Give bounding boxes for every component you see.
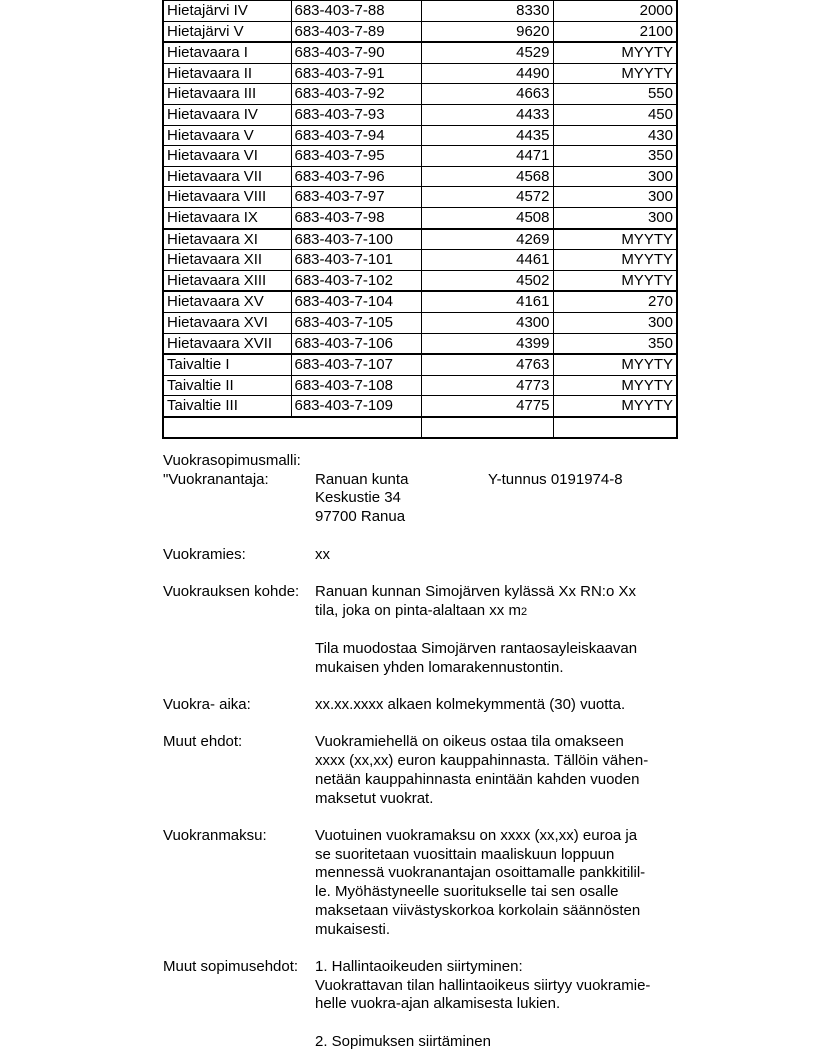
section-value-line: Vuokramiehellä on oikeus ostaa tila omakseen: [315, 733, 624, 751]
cell-area: 4508: [421, 207, 553, 228]
cell-property-id: 683-403-7-90: [291, 42, 421, 63]
cell-plot-name: Hietajärvi V: [163, 21, 291, 42]
cell-property-id: 683-403-7-107: [291, 354, 421, 375]
cell-price: 270: [553, 291, 677, 312]
table-row: [163, 312, 677, 333]
cell-area: 4435: [421, 125, 553, 146]
section-value-line: mukaisesti.: [315, 920, 391, 938]
section-value-line: [315, 621, 679, 640]
section-value-line: mukaisen yhden lomarakennustontin.: [315, 658, 564, 676]
lease-section: [163, 583, 679, 678]
section-value: [315, 583, 679, 678]
cell-price: MYYTY: [553, 229, 677, 250]
cell-price: MYYTY: [553, 354, 677, 375]
cell-area: 4572: [421, 187, 553, 208]
section-label: Vuokranmaksu:: [163, 826, 267, 844]
section-value-line: maksetut vuokrat.: [315, 789, 434, 807]
cell-price: 350: [553, 146, 677, 167]
empty-cell: [421, 417, 553, 438]
cell-property-id: 683-403-7-109: [291, 396, 421, 417]
table-row: [163, 250, 677, 271]
cell-property-id: 683-403-7-91: [291, 63, 421, 84]
section-value-line: [315, 602, 679, 622]
cell-area: 4502: [421, 270, 553, 291]
business-id-text: Y-tunnus 0191974-8: [488, 470, 623, 488]
cell-property-id: 683-403-7-92: [291, 84, 421, 105]
section-value-line: helle vuokra-ajan alkamisesta lukien.: [315, 995, 561, 1013]
table-row: [163, 229, 677, 250]
lease-section: [163, 827, 679, 939]
cell-price: 300: [553, 207, 677, 228]
section-value: [315, 733, 679, 808]
section-label: Muut ehdot:: [163, 733, 243, 751]
cell-property-id: 683-403-7-102: [291, 270, 421, 291]
table-row: [163, 375, 677, 396]
cell-area: 4763: [421, 354, 553, 375]
lease-section: [163, 696, 679, 715]
cell-price: MYYTY: [553, 250, 677, 271]
section-value-line: [315, 1014, 679, 1033]
cell-area: 4775: [421, 396, 553, 417]
cell-price: MYYTY: [553, 396, 677, 417]
cell-price: 430: [553, 125, 677, 146]
cell-area: 4529: [421, 42, 553, 63]
cell-property-id: 683-403-7-108: [291, 375, 421, 396]
section-value: [315, 958, 679, 1052]
cell-area: 9620: [421, 21, 553, 42]
cell-area: 4161: [421, 291, 553, 312]
cell-price: 300: [553, 166, 677, 187]
cell-area: 4399: [421, 333, 553, 354]
cell-plot-name: Hietavaara IV: [163, 104, 291, 125]
cell-price: 300: [553, 312, 677, 333]
cell-plot-name: Hietavaara III: [163, 84, 291, 105]
lease-template-content: [163, 452, 679, 1051]
table-row: [163, 333, 677, 354]
table-row: [163, 104, 677, 125]
table-row: [163, 354, 677, 375]
section-value-line: 2. Sopimuksen siirtäminen: [315, 1032, 491, 1050]
cell-price: MYYTY: [553, 63, 677, 84]
section-value-line: se suoritetaan vuosittain maaliskuun loppuun: [315, 845, 615, 863]
cell-property-id: 683-403-7-88: [291, 1, 421, 22]
cell-plot-name: Taivaltie II: [163, 375, 291, 396]
plots-table: [162, 0, 678, 439]
cell-plot-name: Taivaltie I: [163, 354, 291, 375]
empty-cell: [553, 417, 677, 438]
cell-property-id: 683-403-7-94: [291, 125, 421, 146]
section-value: [315, 696, 679, 715]
table-row: [163, 63, 677, 84]
cell-property-id: 683-403-7-98: [291, 207, 421, 228]
cell-area: 4461: [421, 250, 553, 271]
cell-price: 2000: [553, 1, 677, 22]
cell-area: 4433: [421, 104, 553, 125]
section-value-line: mennessä vuokranantajan osoittamalle pankkitilil-: [315, 864, 646, 882]
section-value: [315, 471, 679, 527]
cell-area: 4300: [421, 312, 553, 333]
section-value-line: xx.xx.xxxx alkaen kolmekymmentä (30) vuotta.: [315, 696, 626, 714]
table-row: [163, 396, 677, 417]
table-row: [163, 1, 677, 22]
cell-plot-name: Hietavaara XVII: [163, 333, 291, 354]
cell-plot-name: Hietavaara XIII: [163, 270, 291, 291]
cell-plot-name: Hietavaara IX: [163, 207, 291, 228]
table-row: [163, 166, 677, 187]
lease-template-heading: Vuokrasopimusmalli:: [163, 452, 301, 469]
cell-area: 4471: [421, 146, 553, 167]
cell-property-id: 683-403-7-101: [291, 250, 421, 271]
section-value: [315, 546, 679, 565]
section-label: Vuokramies:: [163, 545, 246, 563]
cell-price: MYYTY: [553, 42, 677, 63]
cell-price: 450: [553, 104, 677, 125]
plots-table-wrap: [162, 0, 678, 439]
cell-area: 4773: [421, 375, 553, 396]
empty-cell: [163, 417, 421, 438]
section-label: "Vuokranantaja:: [163, 470, 269, 488]
text-run: tila, joka on pinta-alaltaan xx m: [315, 601, 521, 619]
cell-price: MYYTY: [553, 270, 677, 291]
cell-price: 2100: [553, 21, 677, 42]
section-value-line: maksetaan viivästyskorkoa korkolain säännösten: [315, 901, 641, 919]
lease-section: [163, 546, 679, 565]
cell-price: MYYTY: [553, 375, 677, 396]
cell-plot-name: Hietavaara I: [163, 42, 291, 63]
section-label: Muut sopimusehdot:: [163, 957, 299, 975]
section-value-line: Vuokrattavan tilan hallintaoikeus siirtyy vuokramie-: [315, 976, 651, 994]
cell-price: 350: [553, 333, 677, 354]
cell-plot-name: Hietavaara II: [163, 63, 291, 84]
section-value-line: 97700 Ranua: [315, 508, 406, 526]
cell-area: 8330: [421, 1, 553, 22]
cell-property-id: 683-403-7-106: [291, 333, 421, 354]
table-row: [163, 270, 677, 291]
section-value-line: 1. Hallintaoikeuden siirtyminen:: [315, 957, 523, 975]
section-label: Vuokra- aika:: [163, 696, 251, 714]
lease-section: [163, 733, 679, 808]
cell-plot-name: Hietavaara V: [163, 125, 291, 146]
cell-property-id: 683-403-7-93: [291, 104, 421, 125]
cell-property-id: 683-403-7-89: [291, 21, 421, 42]
section-value-line: le. Myöhästyneelle suoritukselle tai sen osalle: [315, 883, 619, 901]
cell-area: 4568: [421, 166, 553, 187]
section-value: [315, 827, 679, 939]
cell-area: 4663: [421, 84, 553, 105]
cell-plot-name: Hietavaara VII: [163, 166, 291, 187]
cell-price: 550: [553, 84, 677, 105]
cell-property-id: 683-403-7-105: [291, 312, 421, 333]
table-row: [163, 146, 677, 167]
cell-plot-name: Taivaltie III: [163, 396, 291, 417]
table-row: [163, 84, 677, 105]
cell-property-id: 683-403-7-95: [291, 146, 421, 167]
section-value-line: xx: [315, 545, 330, 563]
table-row: [163, 42, 677, 63]
lease-section: [163, 958, 679, 1052]
section-value-line: netään kauppahinnasta enintään kahden vuoden: [315, 770, 640, 788]
cell-property-id: 683-403-7-97: [291, 187, 421, 208]
cell-area: 4269: [421, 229, 553, 250]
cell-plot-name: Hietavaara XVI: [163, 312, 291, 333]
cell-plot-name: Hietavaara XI: [163, 229, 291, 250]
section-value-line: Vuotuinen vuokramaksu on xxxx (xx,xx) euroa ja: [315, 826, 638, 844]
plots-table-body: [163, 1, 677, 438]
cell-plot-name: Hietavaara XV: [163, 291, 291, 312]
table-row: [163, 21, 677, 42]
table-row: [163, 207, 677, 228]
section-value-line: Ranuan kunnan Simojärven kylässä Xx RN:o Xx: [315, 582, 636, 600]
section-label: Vuokrauksen kohde:: [163, 582, 300, 600]
lease-sections: [163, 471, 679, 1052]
lease-section: [163, 471, 679, 527]
section-value-line: Ranuan kunta Y-tunnus 0191974-8: [315, 470, 623, 488]
table-row: [163, 125, 677, 146]
table-empty-row: [163, 417, 677, 438]
cell-property-id: 683-403-7-104: [291, 291, 421, 312]
unit-exponent: 2: [520, 605, 528, 618]
cell-price: 300: [553, 187, 677, 208]
section-value-line: xxxx (xx,xx) euron kauppahinnasta. Tällöin vähen-: [315, 752, 649, 770]
cell-area: 4490: [421, 63, 553, 84]
table-row: [163, 187, 677, 208]
section-value-line: Tila muodostaa Simojärven rantaosayleiskaavan: [315, 640, 638, 657]
cell-plot-name: Hietavaara VIII: [163, 187, 291, 208]
cell-property-id: 683-403-7-100: [291, 229, 421, 250]
cell-plot-name: Hietavaara XII: [163, 250, 291, 271]
cell-plot-name: Hietavaara VI: [163, 146, 291, 167]
table-row: [163, 291, 677, 312]
section-value-line: Keskustie 34: [315, 489, 401, 507]
cell-property-id: 683-403-7-96: [291, 166, 421, 187]
cell-plot-name: Hietajärvi IV: [163, 1, 291, 22]
